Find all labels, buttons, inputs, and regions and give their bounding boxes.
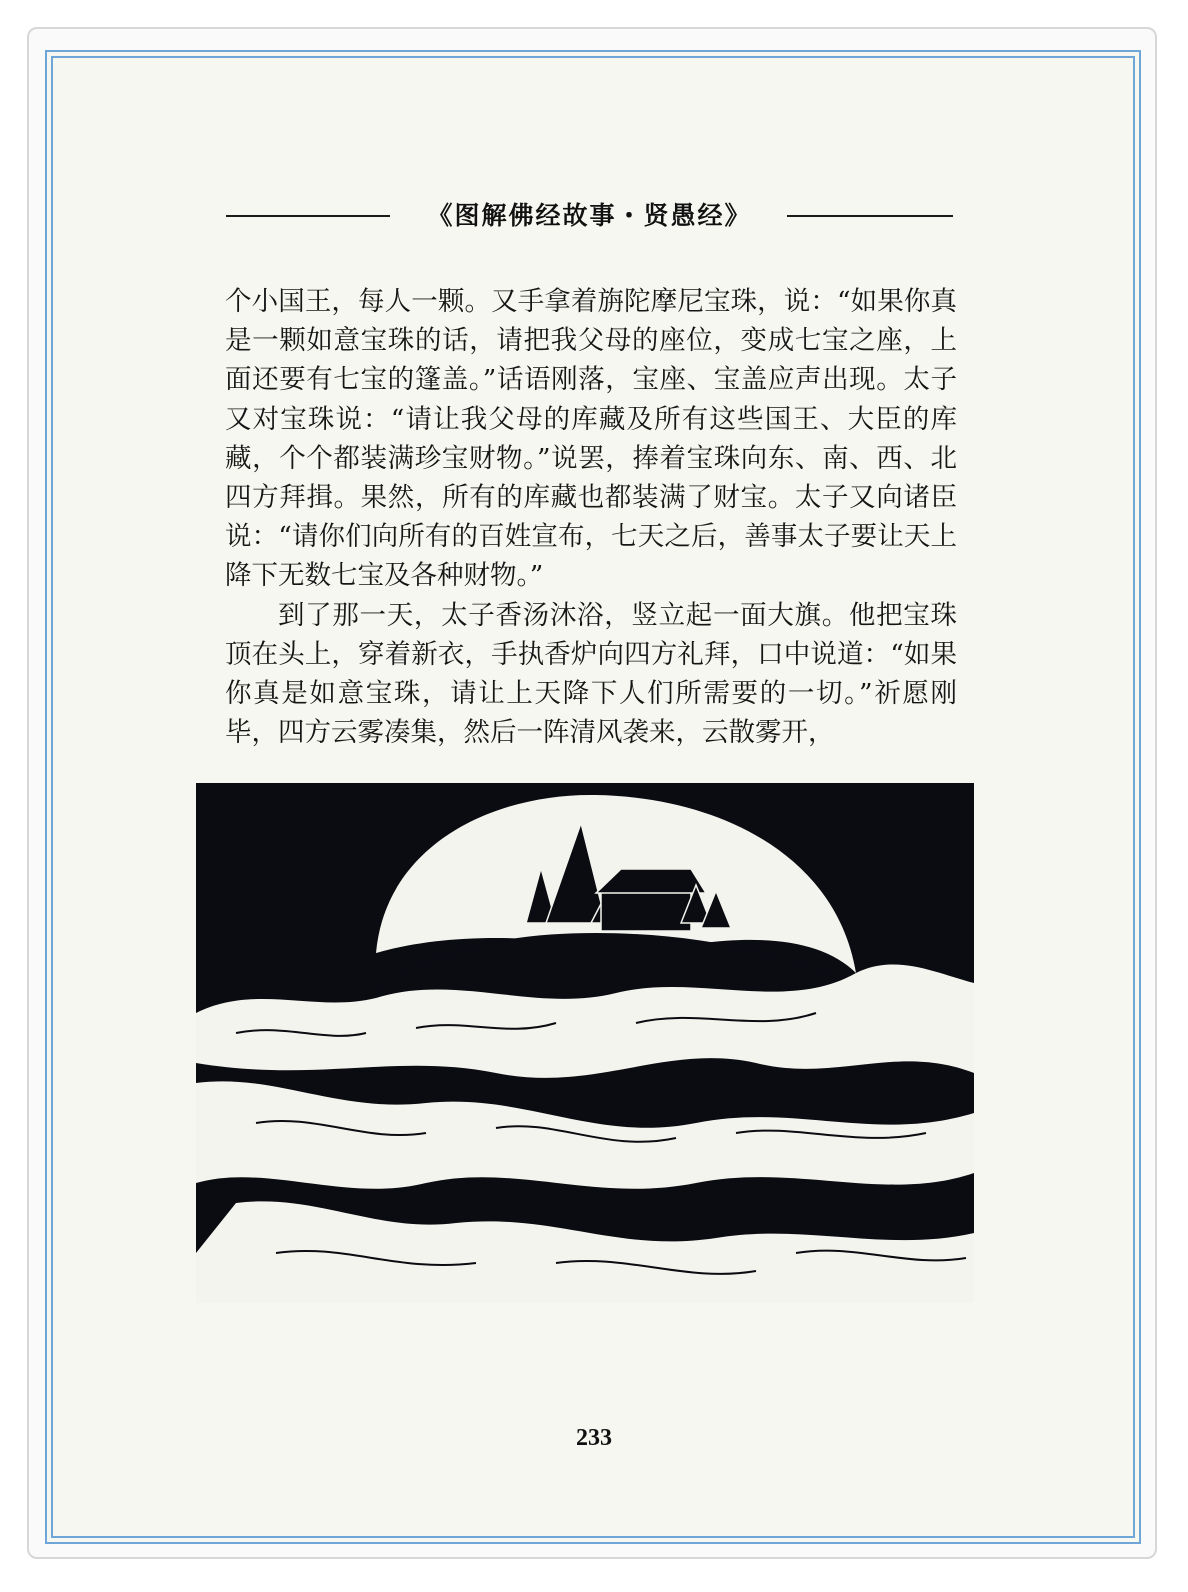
running-header — [226, 198, 953, 234]
woodcut-illustration — [196, 783, 974, 1303]
body-text — [225, 282, 957, 752]
page-number: 233 — [576, 1425, 612, 1451]
header-title: 《图解佛经故事・贤愚经》 — [427, 201, 752, 230]
paragraph-1: 个小国王，每人一颗。又手拿着旃陀摩尼宝珠，说：“如果你真是一颗如意宝珠的话，请把我父母的座位，变成七宝之座，上面还要有七宝的篷盖。”话语刚落，宝座、宝盖应声出现。太子又对宝珠说：“请让我父母的库藏及所有这些国王、大臣的库藏，个个都装满珍宝财物。”说罢，捧着宝珠向东、南、西、北四方拜揖。果然，所有的库藏也都装满了财宝。太子又向诸臣说：“请你们向所有的百姓宣布，七天之后，善事太子要让天上降下无数七宝及各种财物。” — [225, 286, 957, 592]
header-rule-right — [787, 215, 953, 217]
paragraph-2: 到了那一天，太子香汤沐浴，竖立起一面大旗。他把宝珠顶在头上，穿着新衣，手执香炉向四方礼拜，口中说道：“如果你真是如意宝珠，请让上天降下人们所需要的一切。”祈愿刚毕，四方云雾凑集，然后一阵清风袭来，云散雾开， — [225, 599, 957, 749]
